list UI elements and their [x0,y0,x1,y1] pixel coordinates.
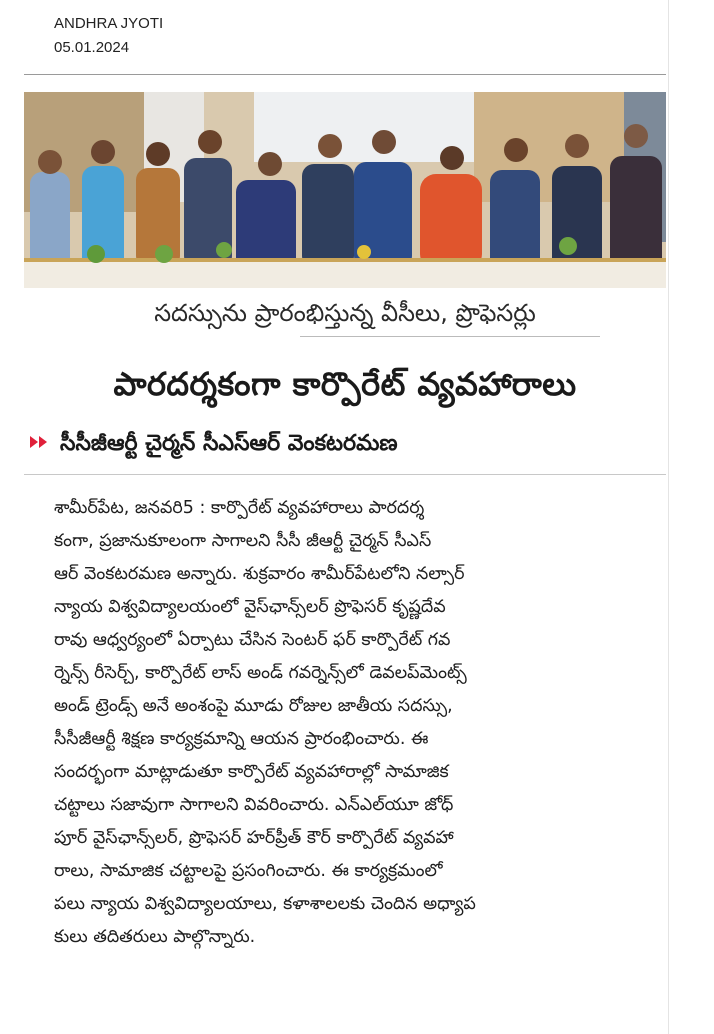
article-line: కంగా, ప్రజానుకూలంగా సాగాలని సీసీ జీఆర్టీ చైర్మన్ సీఎస్ [54,531,432,551]
article-line: న్యాయ విశ్వవిద్యాలయంలో వైస్‌ఛాన్స్‌లర్ ప్రొఫెసర్ కృష్ణదేవ [54,597,446,617]
photo-caption: సదస్సును ప్రారంభిస్తున్న వీసీలు, ప్రొఫెసర్లు [154,299,536,327]
article-line: సీసీజీఆర్టీ శిక్షణ కార్యక్రమాన్ని ఆయన ప్రారంభించారు. ఈ [54,729,429,749]
publication-date: 05.01.2024 [54,39,130,56]
header-divider [24,74,666,75]
article-line: చట్టాలు సజావుగా సాగాలని వివరించారు. ఎన్ఎల్‌యూ జోధ్ [54,795,454,815]
article-line: శామీర్‌పేట, జనవరి5 : కార్పొరేట్ వ్యవహారాలు పారదర్శ [54,498,425,518]
article-line: రాలు, సామాజిక చట్టాలపై ప్రసంగించారు. ఈ కార్యక్రమంలో [54,861,443,881]
article-line: ర్నెన్స్ రీసెర్చ్, కార్పొరేట్ లాస్ అండ్ గవర్నెన్స్‌లో డెవలప్‌మెంట్స్ [54,663,467,683]
subheadline-text: సీసీజీఆర్టీ చైర్మన్ సీఎస్ఆర్ వెంకటరమణ [60,431,398,456]
article-line: సందర్భంగా మాట్లాడుతూ కార్పొరేట్ వ్యవహారాల్లో సామాజిక [54,762,449,782]
article-subheadline [30,424,660,464]
article-headline: పారదర్శకంగా కార్పొరేట్ వ్యవహారాలు [113,365,577,403]
caption-underline [300,336,600,337]
page-edge [668,0,669,1034]
article-line: రావు ఆధ్వర్యంలో ఏర్పాటు చేసిన సెంటర్ ఫర్ కార్పొరేట్ గవ [54,630,451,650]
article-line: పూర్ వైస్‌ఛాన్స్‌లర్, ప్రొఫెసర్ హర్‌ప్రీత్ కౌర్ కార్పొరేట్ వ్యవహా [54,828,454,848]
article-line: పలు న్యాయ విశ్వవిద్యాలయాలు, కళాశాలలకు చెందిన అధ్యాప [54,894,476,914]
article-body [54,492,664,954]
double-arrow-icon [30,424,50,464]
subhead-divider [24,474,666,475]
event-photo [24,92,666,288]
clipping-header [54,12,163,60]
article-line: అండ్ ట్రెండ్స్ అనే అంశంపై మూడు రోజుల జాతీయ సదస్సు, [54,696,453,716]
publication-name: ANDHRA JYOTI [54,15,164,32]
article-line: ఆర్ వెంకటరమణ అన్నారు. శుక్రవారం శామీర్‌పేటలోని నల్సార్ [54,564,465,584]
group-photo-icon [24,92,666,288]
article-line: కులు తదితరులు పాల్గొన్నారు. [54,927,256,947]
